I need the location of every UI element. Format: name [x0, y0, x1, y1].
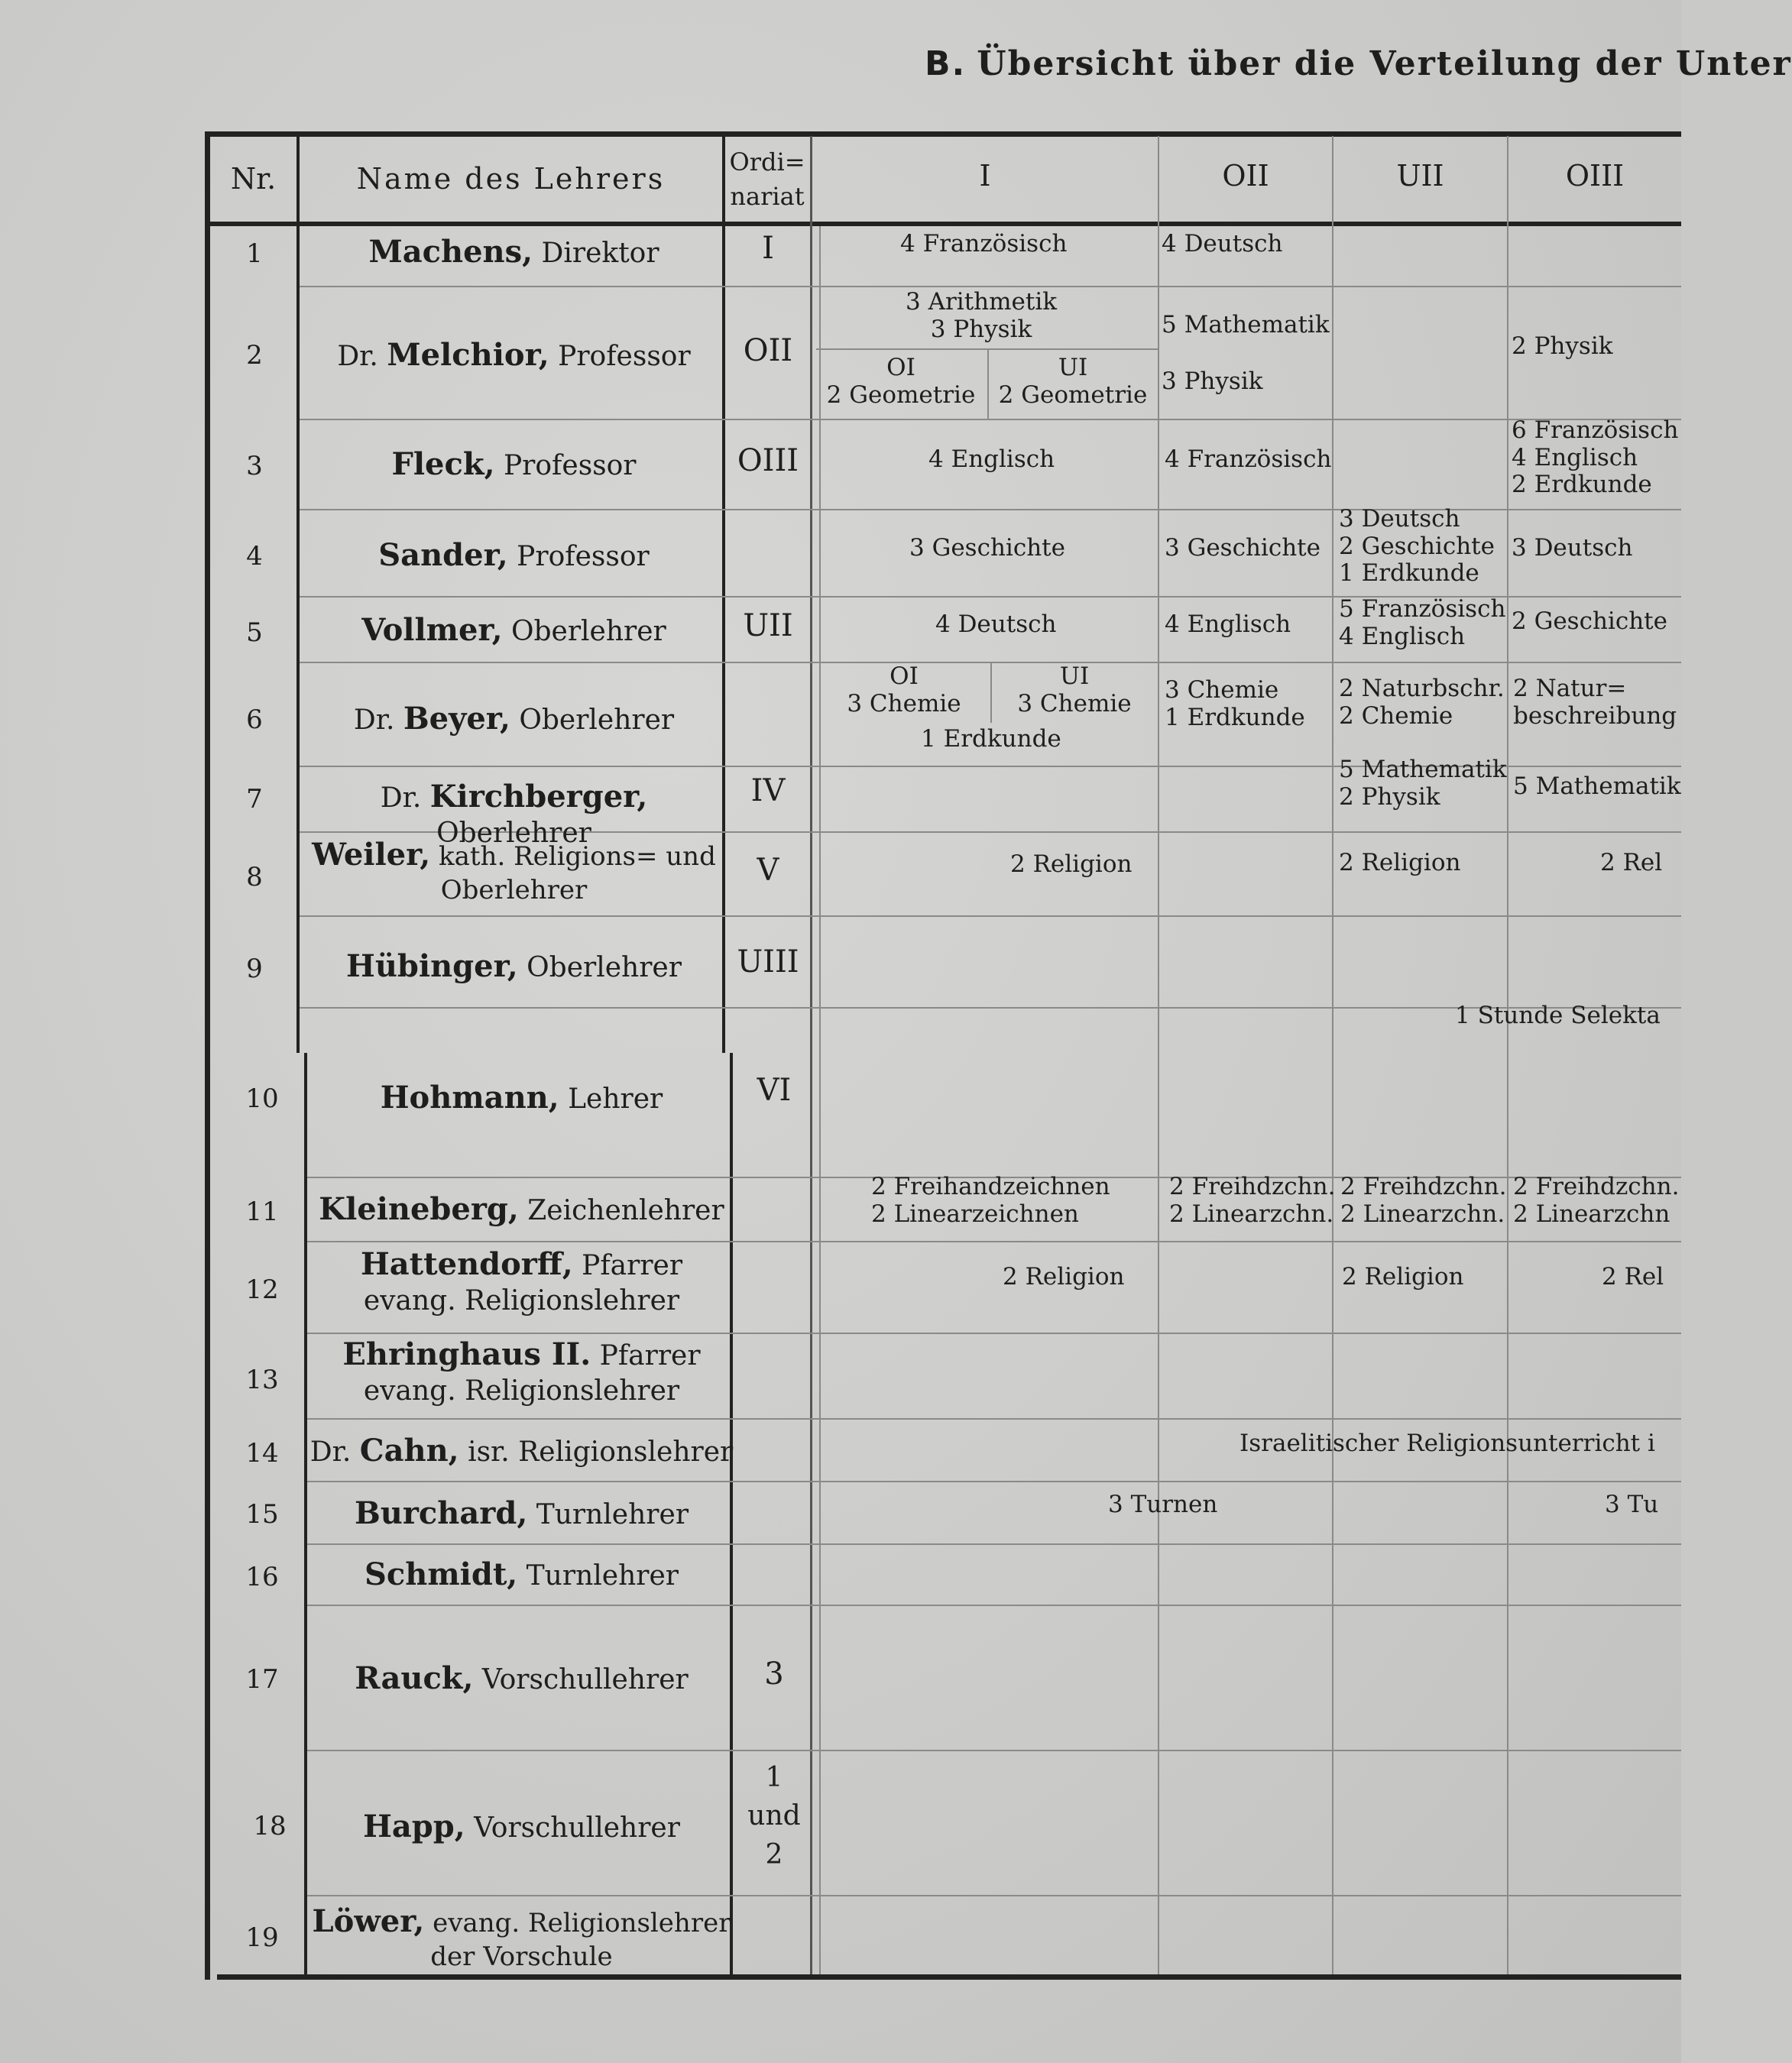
- teacher-name: Vollmer,: [361, 612, 503, 648]
- row-14-nr: 14: [245, 1438, 279, 1469]
- r8-OIII: 2 Rel: [1600, 849, 1663, 876]
- row-11-nr: 11: [245, 1197, 279, 1227]
- row-5-nr: 5: [246, 617, 263, 648]
- r6-OIII: 2 Natur= beschreibung: [1513, 675, 1677, 730]
- row-5-ordinariat: UII: [743, 608, 793, 643]
- row-line-1: [300, 286, 1681, 287]
- page-title: [925, 44, 1792, 83]
- teacher-role: Direktor: [541, 238, 659, 269]
- teacher-title: Dr.: [353, 704, 395, 736]
- teacher-role: Oberlehrer: [519, 704, 675, 736]
- r4-UII: 3 Deutsch 2 Geschichte 1 Erdkunde: [1339, 505, 1495, 588]
- r11-OIII: 2 Freihdzchn. 2 Linearzchn: [1513, 1173, 1680, 1228]
- row-1-nr: 1: [246, 238, 263, 269]
- header-class-I: I: [979, 159, 991, 193]
- teacher-name: Hübinger,: [346, 948, 518, 984]
- row-18-ordinariat: 1 und 2: [747, 1762, 801, 1870]
- r15-OIII: 3 Tu: [1605, 1491, 1659, 1518]
- row-line-17: [307, 1750, 1681, 1751]
- row-line-13: [307, 1418, 1681, 1420]
- teacher-name: Hattendorff,: [360, 1246, 573, 1282]
- row-2-ordinariat: OII: [743, 333, 793, 368]
- teacher-title: Dr.: [380, 782, 422, 814]
- teacher-name: Cahn,: [359, 1433, 459, 1469]
- teacher-role: Turnlehrer: [536, 1499, 689, 1530]
- r2-I-a: 3 Arithmetik 3 Physik: [906, 288, 1058, 343]
- title-letter: B.: [925, 44, 967, 83]
- teacher-role: Pfarrer: [582, 1250, 683, 1281]
- row-line-2: [300, 419, 1681, 420]
- teacher-name: Weiler,: [312, 837, 431, 873]
- teacher-name: Schmidt,: [365, 1556, 518, 1592]
- teacher-name: Sander,: [378, 537, 508, 573]
- r6-I-b: 1 Erdkunde: [921, 725, 1061, 753]
- r3-I: 4 Englisch: [928, 445, 1055, 473]
- row-1-ordinariat: I: [762, 231, 774, 266]
- row-10-name: [309, 1079, 734, 1117]
- row-7-nr: 7: [246, 784, 263, 815]
- row-15-nr: 15: [245, 1499, 279, 1530]
- row-13-name: [309, 1336, 734, 1408]
- table-top-border: [205, 131, 1681, 137]
- teacher-name: Happ,: [363, 1809, 465, 1844]
- row-3-ordinariat: OIII: [737, 443, 799, 478]
- row-1-name: [302, 233, 726, 271]
- row-12-nr: 12: [245, 1274, 279, 1305]
- r2-I-UI: UI 2 Geometrie: [998, 354, 1148, 409]
- row-15-name: [309, 1495, 734, 1533]
- header-class-OII: OII: [1222, 159, 1269, 193]
- table-bottom-border: [217, 1974, 1681, 1980]
- row-2-nr: 2: [246, 340, 263, 371]
- row-16-nr: 16: [245, 1562, 279, 1592]
- r15-I: 3 Turnen: [1108, 1491, 1218, 1518]
- row-12-name: [309, 1245, 734, 1318]
- r12-OIII: 2 Rel: [1602, 1263, 1664, 1291]
- row-17-ordinariat: 3: [764, 1657, 784, 1692]
- header-class-OIII: OIII: [1565, 159, 1625, 193]
- teacher-role: Oberlehrer: [510, 616, 666, 647]
- row-8-name: [302, 836, 726, 907]
- r14-span: Israelitischer Religionsunterricht i: [1239, 1430, 1655, 1457]
- teacher-name: Burchard,: [354, 1495, 528, 1531]
- row-14-name: [309, 1432, 734, 1470]
- header-ordinariat: Ordi= nariat: [729, 147, 805, 211]
- r1-OII: 4 Deutsch: [1162, 230, 1283, 257]
- r6-I-UI: UI 3 Chemie: [1017, 662, 1132, 717]
- teacher-role-line2: der Vorschule: [430, 1942, 613, 1972]
- r11-UII: 2 Freihdzchn. 2 Linearzchn.: [1340, 1173, 1507, 1228]
- teacher-name: Fleck,: [391, 446, 495, 482]
- title-text: Übersicht über die Verteilung der Unter: [977, 44, 1792, 83]
- header-name: Name des Lehrers: [356, 162, 666, 196]
- row-19-name: [309, 1903, 734, 1974]
- r11-I: 2 Freihandzeichnen 2 Linearzeichnen: [871, 1173, 1110, 1228]
- teacher-role-line2: evang. Religionslehrer: [363, 1375, 680, 1407]
- teacher-role: kath. Religions= und: [439, 841, 716, 872]
- row-13-nr: 13: [245, 1365, 279, 1395]
- col-sep-ord-inner: [819, 226, 821, 1974]
- r4-OIII: 3 Deutsch: [1512, 534, 1633, 562]
- teacher-role: Professor: [558, 341, 691, 372]
- teacher-role: Professor: [503, 450, 637, 481]
- teacher-name: Machens,: [368, 234, 533, 270]
- r6-OII: 3 Chemie 1 Erdkunde: [1165, 676, 1305, 731]
- row-line-8: [300, 915, 1681, 917]
- teacher-name: Löwer,: [312, 1903, 425, 1939]
- row-4-nr: 4: [246, 541, 263, 572]
- teacher-role: evang. Religionslehrer: [433, 1908, 731, 1938]
- teacher-name: Rauck,: [355, 1660, 474, 1696]
- r2-OIII: 2 Physik: [1512, 332, 1613, 360]
- col-sep-UII: [1507, 136, 1508, 1974]
- r8-I: 2 Religion: [1010, 850, 1133, 878]
- r3-OIII: 6 Französisch 4 Englisch 2 Erdkunde: [1512, 416, 1679, 499]
- row-7-ordinariat: IV: [750, 773, 786, 808]
- r6-I-OI: OI 3 Chemie: [847, 662, 961, 717]
- r2-OII-b: 3 Physik: [1162, 368, 1263, 395]
- r5-OIII: 2 Geschichte: [1512, 607, 1667, 635]
- teacher-title: Dr.: [309, 1436, 352, 1468]
- r2-I-OI: OI 2 Geometrie: [826, 354, 976, 409]
- teacher-role-line2: Oberlehrer: [440, 875, 588, 905]
- teacher-name: Melchior,: [387, 337, 549, 373]
- r4-I: 3 Geschichte: [909, 534, 1065, 562]
- teacher-name: Kleineberg,: [319, 1191, 519, 1227]
- r9-selekta: 1 Stunde Selekta: [1455, 1002, 1661, 1029]
- row-9-nr: 9: [246, 954, 263, 984]
- row-line-11: [307, 1241, 1681, 1242]
- r4-OII: 3 Geschichte: [1165, 534, 1321, 562]
- row-6-name: [302, 700, 726, 738]
- header-nr: Nr.: [230, 162, 277, 196]
- row-line-15: [307, 1543, 1681, 1545]
- row-3-name: [302, 445, 726, 484]
- teacher-role: Oberlehrer: [436, 818, 591, 849]
- teacher-name: Hohmann,: [380, 1080, 559, 1116]
- row-9-ordinariat: UIII: [737, 944, 799, 980]
- r5-UII: 5 Französisch 4 Englisch: [1339, 595, 1506, 650]
- teacher-name: Beyer,: [403, 701, 510, 737]
- row-8-ordinariat: V: [757, 853, 779, 888]
- r6-UII: 2 Naturbschr. 2 Chemie: [1339, 675, 1505, 730]
- teacher-role: Lehrer: [568, 1083, 663, 1115]
- row-2-name: [302, 336, 726, 374]
- teacher-name: Ehringhaus II.: [342, 1336, 591, 1372]
- row-18-name: [309, 1808, 734, 1846]
- table-left-border: [205, 131, 210, 1980]
- col-sep-ord: [810, 136, 812, 1974]
- teacher-name: Kirchberger,: [429, 779, 648, 815]
- row-line-16: [307, 1605, 1681, 1606]
- teacher-role: Vorschullehrer: [481, 1664, 689, 1695]
- row-8-nr: 8: [246, 862, 263, 892]
- row-19-nr: 19: [245, 1922, 279, 1953]
- teacher-role: Zeichenlehrer: [527, 1195, 724, 1226]
- r12-UII: 2 Religion: [1342, 1263, 1464, 1291]
- r1-I: 4 Französisch: [900, 230, 1068, 257]
- r3-OII: 4 Französisch: [1165, 445, 1332, 473]
- row-10-nr: 10: [245, 1083, 279, 1114]
- col-sep-OII: [1332, 136, 1333, 1974]
- r8-UII: 2 Religion: [1339, 849, 1461, 876]
- teacher-role: Turnlehrer: [526, 1560, 679, 1592]
- row-17-nr: 17: [245, 1664, 279, 1695]
- r7-UII: 5 Mathematik 2 Physik: [1339, 756, 1507, 811]
- teacher-role: Oberlehrer: [527, 952, 682, 983]
- row-line-14: [307, 1481, 1681, 1482]
- r7-OIII: 5 Mathematik: [1513, 772, 1681, 800]
- row-17-name: [309, 1660, 734, 1698]
- row-4-name: [302, 536, 726, 575]
- teacher-role-line2: evang. Religionslehrer: [363, 1285, 680, 1316]
- row-16-name: [309, 1556, 734, 1594]
- r5-OII: 4 Englisch: [1165, 610, 1291, 638]
- teacher-title: Dr.: [337, 341, 378, 372]
- header-class-UII: UII: [1396, 159, 1444, 193]
- r12-I: 2 Religion: [1003, 1263, 1125, 1291]
- row-9-name: [302, 947, 726, 986]
- teacher-role: Professor: [517, 541, 650, 572]
- row-11-name: [309, 1190, 734, 1229]
- row-6-nr: 6: [246, 704, 263, 735]
- r11-OII: 2 Freihdzchn. 2 Linearzchn.: [1169, 1173, 1336, 1228]
- row-3-nr: 3: [246, 451, 263, 481]
- teacher-role: isr. Religionslehrer: [468, 1436, 734, 1468]
- row-10-ordinariat: VI: [757, 1073, 792, 1108]
- r5-I: 4 Deutsch: [935, 610, 1057, 638]
- row-line-18: [307, 1895, 1681, 1896]
- row-5-name: [302, 611, 726, 649]
- teacher-role: Vorschullehrer: [474, 1812, 680, 1844]
- col-sep-I: [1158, 136, 1159, 1974]
- row-18-nr: 18: [253, 1811, 287, 1841]
- header-bottom-border: [208, 222, 1681, 226]
- row-line-12: [307, 1333, 1681, 1334]
- r2-OII-a: 5 Mathematik: [1162, 311, 1330, 338]
- teacher-role: Pfarrer: [599, 1340, 701, 1372]
